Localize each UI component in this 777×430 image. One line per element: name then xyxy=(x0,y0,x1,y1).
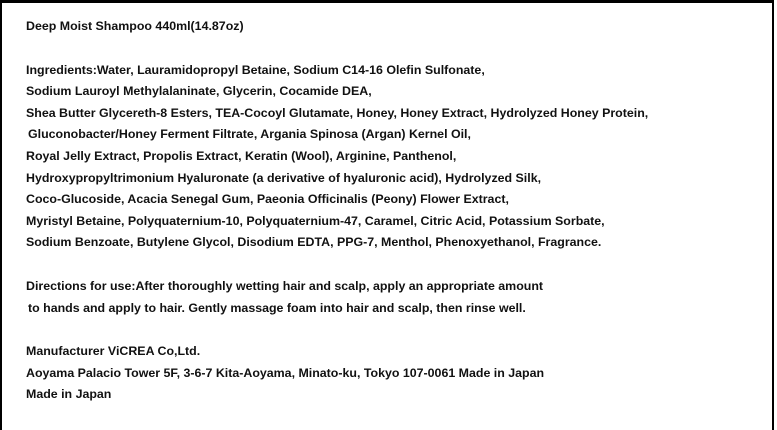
ingredients-line: Myristyl Betaine, Polyquaternium-10, Polyquaternium-47, Caramel, Citric Acid, Potassium Sorbate, xyxy=(26,213,605,228)
ingredients-line: Ingredients:Water, Lauramidopropyl Betaine, Sodium C14-16 Olefin Sulfonate, xyxy=(26,62,485,77)
manufacturer-name: Manufacturer ViCREA Co,Ltd. xyxy=(26,344,201,359)
spacer xyxy=(26,38,764,60)
ingredients-line: Hydroxypropyltrimonium Hyaluronate (a derivative of hyaluronic acid), Hydrolyzed Silk, xyxy=(26,170,542,185)
directions-line: to hands and apply to hair. Gently massage foam into hair and scalp, then rinse well. xyxy=(28,300,526,315)
spacer xyxy=(26,254,764,276)
manufacturer-address: Aoyama Palacio Tower 5F, 3-6-7 Kita-Aoyama, Minato-ku, Tokyo 107-0061 Made in Japan xyxy=(26,365,545,380)
ingredients-line: Coco-Glucoside, Acacia Senegal Gum, Paeonia Officinalis (Peony) Flower Extract, xyxy=(26,192,509,207)
ingredients-line: Sodium Benzoate, Butylene Glycol, Disodium EDTA, PPG-7, Menthol, Phenoxyethanol, Fragrance. xyxy=(26,235,602,250)
ingredients-line: Royal Jelly Extract, Propolis Extract, Keratin (Wool), Arginine, Panthenol, xyxy=(26,148,457,163)
product-label-text xyxy=(26,16,764,406)
product-title: Deep Moist Shampoo 440ml(14.87oz) xyxy=(26,19,244,33)
directions-line: Directions for use:After thoroughly wetting hair and scalp, apply an appropriate amount xyxy=(26,278,544,293)
directions-section xyxy=(26,276,764,319)
ingredients-line: Gluconobacter/Honey Ferment Filtrate, Argania Spinosa (Argan) Kernel Oil, xyxy=(28,127,471,142)
origin-note: Made in Japan xyxy=(26,387,112,402)
ingredients-section xyxy=(26,60,764,254)
ingredients-line: Shea Butter Glycereth-8 Esters, TEA-Cocoyl Glutamate, Honey, Honey Extract, Hydrolyzed Honey Protein, xyxy=(26,105,649,120)
manufacturer-section xyxy=(26,341,764,406)
ingredients-line: Sodium Lauroyl Methylalaninate, Glycerin, Cocamide DEA, xyxy=(26,84,372,99)
spacer xyxy=(26,319,764,341)
